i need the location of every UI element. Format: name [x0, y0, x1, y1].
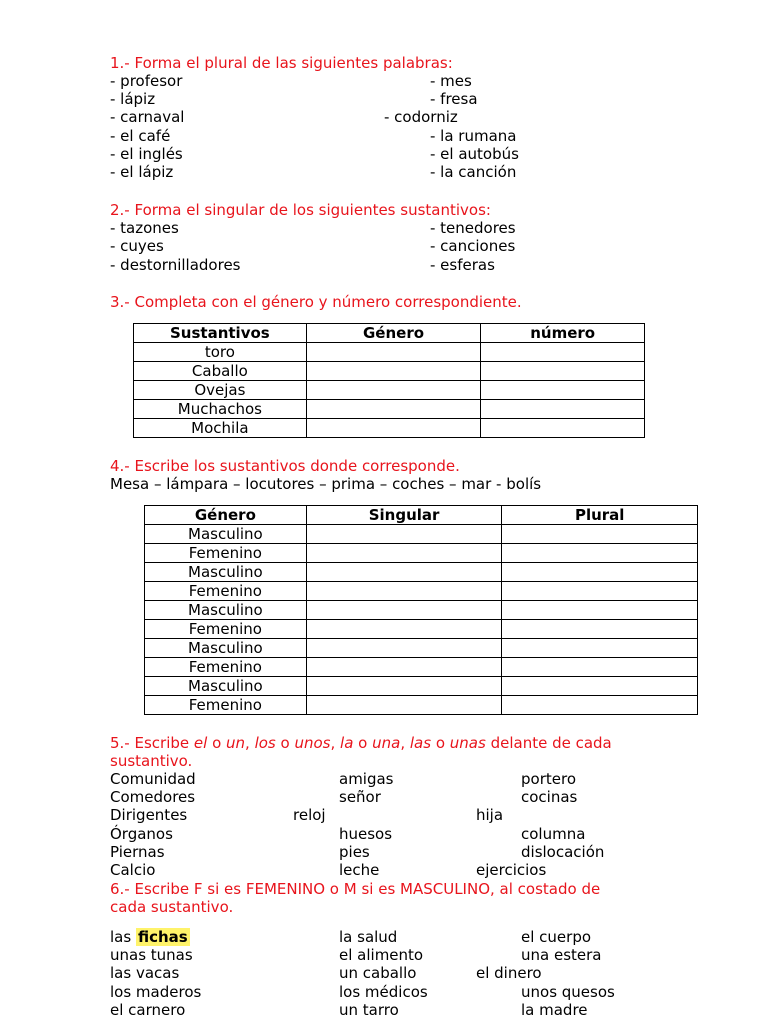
word-item: señor	[339, 788, 381, 806]
ex1-item: - la rumana	[430, 127, 517, 145]
word-item: Comunidad	[110, 770, 196, 788]
ex2-item: - canciones	[430, 237, 516, 255]
blank-cell[interactable]	[481, 419, 645, 438]
table-cell: Muchachos	[134, 400, 307, 419]
blank-cell[interactable]	[502, 639, 698, 658]
ex1-item: - codorniz	[384, 108, 458, 126]
ex6-title: 6.- Escribe F si es FEMENINO o M si es MASCULINO, al costado de	[110, 880, 601, 898]
ex3-title: 3.- Completa con el género y número correspondiente.	[110, 293, 522, 311]
table-cell: Femenino	[145, 620, 307, 639]
ex2-item: - tenedores	[430, 219, 516, 237]
ex1-item: - el autobús	[430, 145, 519, 163]
word-item: leche	[339, 861, 380, 879]
blank-cell[interactable]	[502, 544, 698, 563]
word-item: los médicos	[339, 983, 428, 1001]
ex6-title-continued: cada sustantivo.	[110, 898, 234, 916]
blank-cell[interactable]	[502, 677, 698, 696]
word-item: las vacas	[110, 964, 180, 982]
table-cell: Femenino	[145, 696, 307, 715]
column-header: Singular	[306, 506, 502, 525]
blank-cell[interactable]	[306, 525, 502, 544]
ex1-item: - carnaval	[110, 108, 185, 126]
word-item: las fichas	[110, 928, 188, 946]
word-item: el carnero	[110, 1001, 186, 1019]
word-item: el alimento	[339, 946, 424, 964]
ex5-title-continued: sustantivo.	[110, 752, 193, 770]
table-cell: Masculino	[145, 525, 307, 544]
ex1-item: - el inglés	[110, 145, 183, 163]
blank-cell[interactable]	[306, 544, 502, 563]
table-cell: Ovejas	[134, 381, 307, 400]
word-item: la salud	[339, 928, 398, 946]
blank-cell[interactable]	[502, 601, 698, 620]
ex5-title: 5.- Escribe el o un, los o unos, la o una, las o unas delante de cada	[110, 734, 612, 752]
word-item: ejercicios	[476, 861, 547, 879]
word-item: Dirigentes	[110, 806, 188, 824]
word-item: dislocación	[521, 843, 605, 861]
blank-cell[interactable]	[306, 677, 502, 696]
ex1-item: - el lápiz	[110, 163, 174, 181]
blank-cell[interactable]	[306, 362, 481, 381]
ex1-title: 1.- Forma el plural de las siguientes palabras:	[110, 54, 453, 72]
ex2-item: - tazones	[110, 219, 179, 237]
blank-cell[interactable]	[502, 582, 698, 601]
word-item: Calcio	[110, 861, 156, 879]
table-cell: Masculino	[145, 639, 307, 658]
table-cell: Femenino	[145, 658, 307, 677]
ex1-item: - profesor	[110, 72, 183, 90]
ex2-item: - esferas	[430, 256, 495, 274]
table-cell: Masculino	[145, 601, 307, 620]
ex4-title: 4.- Escribe los sustantivos donde corresponde.	[110, 457, 460, 475]
ex1-item: - la canción	[430, 163, 517, 181]
table-cell: Masculino	[145, 563, 307, 582]
word-item: los maderos	[110, 983, 202, 1001]
word-item: portero	[521, 770, 576, 788]
word-item: el cuerpo	[521, 928, 592, 946]
table-cell: Femenino	[145, 582, 307, 601]
word-item: pies	[339, 843, 370, 861]
word-item: Comedores	[110, 788, 196, 806]
ex4-table	[144, 505, 698, 715]
ex1-item: - lápiz	[110, 90, 156, 108]
blank-cell[interactable]	[502, 620, 698, 639]
ex1-item: - fresa	[430, 90, 478, 108]
blank-cell[interactable]	[306, 620, 502, 639]
highlighted-word: fichas	[137, 928, 188, 946]
blank-cell[interactable]	[306, 696, 502, 715]
word-item: Órganos	[110, 825, 173, 843]
ex3-table	[133, 323, 645, 438]
blank-cell[interactable]	[306, 381, 481, 400]
ex1-item: - el café	[110, 127, 171, 145]
blank-cell[interactable]	[306, 601, 502, 620]
word-item: un caballo	[339, 964, 417, 982]
blank-cell[interactable]	[306, 582, 502, 601]
blank-cell[interactable]	[502, 696, 698, 715]
word-item: la madre	[521, 1001, 588, 1019]
blank-cell[interactable]	[481, 400, 645, 419]
blank-cell[interactable]	[306, 563, 502, 582]
word-item: un tarro	[339, 1001, 399, 1019]
ex4-word-list: Mesa – lámpara – locutores – prima – coches – mar - bolís	[110, 475, 542, 493]
column-header: Plural	[502, 506, 698, 525]
blank-cell[interactable]	[481, 362, 645, 381]
word-item: el dinero	[476, 964, 542, 982]
word-item: Piernas	[110, 843, 165, 861]
word-item: columna	[521, 825, 586, 843]
word-item: unas tunas	[110, 946, 193, 964]
blank-cell[interactable]	[306, 658, 502, 677]
column-header: número	[481, 324, 645, 343]
word-item: una estera	[521, 946, 602, 964]
blank-cell[interactable]	[502, 525, 698, 544]
table-cell: Femenino	[145, 544, 307, 563]
blank-cell[interactable]	[502, 563, 698, 582]
table-cell: toro	[134, 343, 307, 362]
table-cell: Mochila	[134, 419, 307, 438]
table-cell: Masculino	[145, 677, 307, 696]
blank-cell[interactable]	[306, 419, 481, 438]
blank-cell[interactable]	[481, 381, 645, 400]
word-item: cocinas	[521, 788, 578, 806]
word-item: hija	[476, 806, 504, 824]
ex1-item: - mes	[430, 72, 472, 90]
ex2-item: - destornilladores	[110, 256, 241, 274]
column-header: Género	[306, 324, 481, 343]
blank-cell[interactable]	[481, 343, 645, 362]
word-item: unos quesos	[521, 983, 615, 1001]
column-header: Género	[145, 506, 307, 525]
word-item: amigas	[339, 770, 394, 788]
blank-cell[interactable]	[306, 343, 481, 362]
blank-cell[interactable]	[306, 639, 502, 658]
column-header: Sustantivos	[134, 324, 307, 343]
ex2-item: - cuyes	[110, 237, 164, 255]
word-item: reloj	[293, 806, 326, 824]
word-item: huesos	[339, 825, 393, 843]
blank-cell[interactable]	[502, 658, 698, 677]
blank-cell[interactable]	[306, 400, 481, 419]
table-cell: Caballo	[134, 362, 307, 381]
ex2-title: 2.- Forma el singular de los siguientes sustantivos:	[110, 201, 491, 219]
